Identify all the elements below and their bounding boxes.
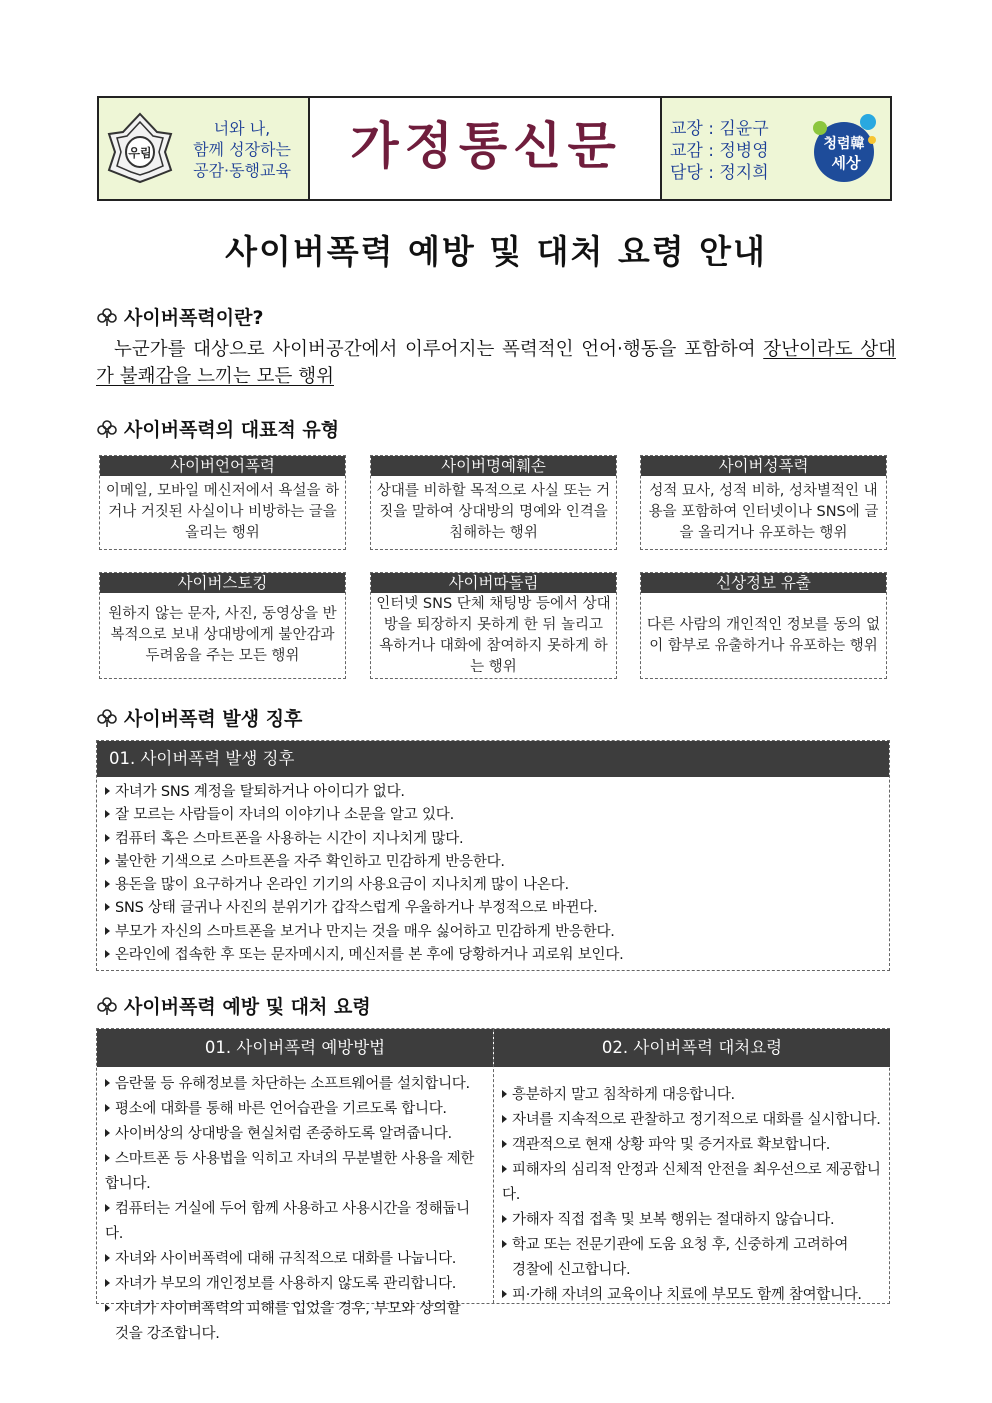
list-item bbox=[502, 1083, 884, 1108]
school-motto bbox=[175, 118, 309, 181]
bullet-triangle-icon bbox=[105, 1204, 110, 1212]
type-title: 사이버명예훼손 bbox=[371, 456, 616, 476]
type-title: 사이버언어폭력 bbox=[100, 456, 345, 476]
header-right-panel bbox=[662, 98, 890, 199]
integrity-logo-icon bbox=[806, 110, 882, 188]
bullet-triangle-icon bbox=[105, 903, 110, 911]
type-box bbox=[99, 572, 346, 679]
list-item-text: 흥분하지 말고 침착하게 대응합니다. bbox=[512, 1087, 735, 1103]
signs-box-title: 01. 사이버폭력 발생 징후 bbox=[97, 741, 889, 777]
staff-vice-principal: 교감 : 정병영 bbox=[670, 141, 769, 161]
definition-paragraph bbox=[96, 336, 896, 390]
type-box bbox=[370, 455, 617, 550]
list-item-text: 음란물 등 유해정보를 차단하는 소프트웨어를 설치합니다. bbox=[115, 1076, 470, 1092]
type-description: 인터넷 SNS 단체 채팅방 등에서 상대방을 퇴장하지 못하게 한 뒤 놀리고 욕하거나 대화에 참여하지 못하게 하는 행위 bbox=[376, 595, 611, 675]
bullet-triangle-icon bbox=[105, 1129, 110, 1137]
type-description: 원하지 않는 문자, 사진, 동영상을 반복적으로 보내 상대방에게 불안감과 두려움을 주는 모든 행위 bbox=[108, 606, 337, 664]
list-item bbox=[502, 1133, 884, 1158]
response-column bbox=[494, 1029, 890, 1303]
list-item bbox=[105, 828, 889, 851]
bullet-triangle-icon bbox=[502, 1240, 507, 1248]
section-heading-text: 사이버폭력 예방 및 대처 요령 bbox=[124, 996, 371, 1018]
section-heading-prevention bbox=[96, 992, 371, 1019]
list-item bbox=[502, 1108, 884, 1133]
list-item bbox=[105, 897, 889, 920]
prevention-column bbox=[97, 1029, 494, 1342]
list-item bbox=[105, 1272, 487, 1297]
list-item-text: 용돈을 많이 요구하거나 온라인 기기의 사용요금이 지나치게 많이 나온다. bbox=[115, 877, 569, 894]
list-item-continuation: 것을 강조합니다. bbox=[115, 1326, 220, 1342]
section-heading-definition bbox=[96, 303, 264, 330]
list-item bbox=[105, 874, 889, 897]
list-item-text: 잘 모르는 사람들이 자녀의 이야기나 소문을 알고 있다. bbox=[115, 807, 455, 824]
type-box bbox=[640, 572, 887, 679]
staff-list bbox=[670, 118, 769, 184]
list-item bbox=[105, 781, 889, 804]
prevention-column-title: 01. 사이버폭력 예방방법 bbox=[97, 1029, 493, 1067]
list-item-text: 스마트폰 등 사용법을 익히고 자녀의 무분별한 사용을 제한합니다. bbox=[105, 1151, 475, 1192]
newsletter-header bbox=[97, 96, 892, 201]
bullet-triangle-icon bbox=[105, 927, 110, 935]
prevention-table bbox=[96, 1028, 890, 1342]
logo-text-2: 세상 bbox=[831, 154, 861, 172]
list-item-text: 부모가 자신의 스마트폰을 보거나 만지는 것을 매우 싫어하고 민감하게 반응한다. bbox=[115, 923, 615, 940]
bullet-triangle-icon bbox=[502, 1215, 507, 1223]
definition-emphasis: 장난이라도 상대가 불쾌감을 느끼는 모든 행위 bbox=[96, 339, 896, 387]
list-item-text: 자녀를 지속적으로 관찰하고 정기적으로 대화를 실시합니다. bbox=[512, 1112, 881, 1128]
bullet-triangle-icon bbox=[105, 880, 110, 888]
type-description: 상대를 비하할 목적으로 사실 또는 거짓을 말하여 상대방의 명예와 인격을 침해하는 행위 bbox=[376, 483, 611, 541]
header-left-panel bbox=[99, 98, 310, 199]
staff-principal: 교장 : 김윤구 bbox=[670, 119, 769, 139]
clover-bullet-icon bbox=[96, 307, 118, 327]
list-item bbox=[105, 1297, 487, 1347]
list-item-text: 평소에 대화를 통해 바른 언어습관을 기르도록 합니다. bbox=[115, 1101, 447, 1117]
list-item-text: 컴퓨터는 거실에 두어 함께 사용하고 사용시간을 정해둡니다. bbox=[105, 1201, 470, 1242]
bullet-triangle-icon bbox=[105, 787, 110, 795]
staff-contact: 담당 : 정지희 bbox=[670, 163, 769, 183]
list-item-text: 온라인에 접속한 후 또는 문자메시지, 메신저를 본 후에 당황하거나 괴로워 보인다. bbox=[115, 947, 624, 964]
clover-bullet-icon bbox=[96, 419, 118, 439]
list-item bbox=[105, 1072, 487, 1097]
bullet-triangle-icon bbox=[502, 1140, 507, 1148]
motto-line: 함께 성장하는 bbox=[193, 140, 291, 159]
section-heading-text: 사이버폭력의 대표적 유형 bbox=[124, 419, 340, 441]
list-item-text: 자녀가 SNS 계정을 탈퇴하거나 아이디가 없다. bbox=[115, 784, 405, 800]
bullet-triangle-icon bbox=[105, 1254, 110, 1262]
list-item-continuation: 경찰에 신고합니다. bbox=[512, 1262, 631, 1278]
emblem-text: 우림 bbox=[128, 146, 152, 160]
list-item-text: 자녀가 사이버폭력의 피해를 입었을 경우, 부모와 상의할 bbox=[115, 1301, 461, 1317]
list-item bbox=[502, 1158, 884, 1208]
list-item-text: 사이버상의 상대방을 현실처럼 존중하도록 알려줍니다. bbox=[115, 1126, 452, 1142]
section-heading-types bbox=[96, 415, 339, 442]
bullet-triangle-icon bbox=[105, 834, 110, 842]
type-description: 다른 사람의 개인적인 정보를 동의 없이 함부로 유출하거나 유포하는 행위 bbox=[646, 616, 881, 654]
type-box bbox=[640, 455, 887, 550]
list-item-text: 객관적으로 현재 상황 파악 및 증거자료 확보합니다. bbox=[512, 1137, 831, 1153]
type-title: 사이버스토킹 bbox=[100, 573, 345, 593]
list-item-text: 자녀가 부모의 개인정보를 사용하지 않도록 관리합니다. bbox=[115, 1276, 457, 1292]
definition-text: 누군가를 대상으로 사이버공간에서 이루어지는 폭력적인 언어·행동을 포함하여 bbox=[114, 339, 764, 360]
header-title-panel bbox=[310, 98, 662, 199]
list-item-text: 피·가해 자녀의 교육이나 치료에 부모도 함께 참여합니다. bbox=[512, 1287, 862, 1303]
bullet-triangle-icon bbox=[502, 1290, 507, 1298]
section-heading-signs bbox=[96, 704, 302, 731]
list-item bbox=[105, 1197, 487, 1247]
list-item bbox=[105, 1247, 487, 1272]
bullet-triangle-icon bbox=[502, 1115, 507, 1123]
type-description: 성적 묘사, 성적 비하, 성차별적인 내용을 포함하여 인터넷이나 SNS에 글을 올리거나 유포하는 행위 bbox=[648, 483, 879, 541]
newsletter-title: 가정통신문 bbox=[350, 116, 622, 175]
logo-text-1: 청렴韓 bbox=[823, 136, 865, 152]
list-item bbox=[502, 1208, 884, 1233]
bullet-triangle-icon bbox=[105, 950, 110, 958]
list-item bbox=[105, 921, 889, 944]
type-box bbox=[99, 455, 346, 550]
list-item-text: 피해자의 심리적 안정과 신체적 안전을 최우선으로 제공합니다. bbox=[502, 1162, 881, 1203]
bullet-triangle-icon bbox=[502, 1090, 507, 1098]
clover-bullet-icon bbox=[96, 996, 118, 1016]
prevention-list bbox=[97, 1072, 493, 1347]
bullet-triangle-icon bbox=[105, 810, 110, 818]
motto-line: 공감·동행교육 bbox=[193, 161, 291, 180]
bullet-triangle-icon bbox=[105, 1279, 110, 1287]
document-title: 사이버폭력 예방 및 대처 요령 안내 bbox=[225, 232, 767, 271]
list-item bbox=[105, 1097, 487, 1122]
list-item-text: 컴퓨터 혹은 스마트폰을 사용하는 시간이 지나치게 많다. bbox=[115, 830, 464, 847]
section-heading-text: 사이버폭력 발생 징후 bbox=[124, 708, 303, 730]
clover-bullet-icon bbox=[96, 708, 118, 728]
list-item bbox=[105, 851, 889, 874]
section-heading-text: 사이버폭력이란? bbox=[124, 307, 264, 329]
list-item bbox=[105, 804, 889, 827]
list-item-text: SNS 상태 글귀나 사진의 분위기가 갑작스럽게 우울하거나 부정적으로 바뀐다. bbox=[115, 900, 598, 917]
school-emblem-icon bbox=[107, 112, 173, 184]
list-item bbox=[105, 1147, 487, 1197]
response-column-title: 02. 사이버폭력 대처요령 bbox=[494, 1029, 890, 1067]
list-item-text: 학교 또는 전문기관에 도움 요청 후, 신중하게 고려하여 bbox=[512, 1237, 849, 1253]
list-item bbox=[502, 1233, 884, 1283]
type-title: 사이버성폭력 bbox=[641, 456, 886, 476]
bullet-triangle-icon bbox=[105, 1154, 110, 1162]
bullet-triangle-icon bbox=[105, 857, 110, 865]
list-item-text: 가해자 직접 접촉 및 보복 행위는 절대하지 않습니다. bbox=[512, 1212, 835, 1228]
motto-line: 너와 나, bbox=[213, 119, 271, 138]
list-item-text: 자녀와 사이버폭력에 대해 규칙적으로 대화를 나눕니다. bbox=[115, 1251, 457, 1267]
list-item bbox=[502, 1283, 884, 1308]
signs-box bbox=[96, 740, 890, 971]
bullet-triangle-icon bbox=[105, 1304, 110, 1312]
response-list bbox=[494, 1083, 890, 1308]
list-item bbox=[105, 1122, 487, 1147]
bullet-triangle-icon bbox=[105, 1104, 110, 1112]
bullet-triangle-icon bbox=[502, 1165, 507, 1173]
signs-list bbox=[97, 781, 889, 967]
list-item bbox=[105, 944, 889, 967]
type-box bbox=[370, 572, 617, 679]
type-title: 사이버따돌림 bbox=[371, 573, 616, 593]
bullet-triangle-icon bbox=[105, 1079, 110, 1087]
type-title: 신상정보 유출 bbox=[641, 573, 886, 593]
list-item-text: 불안한 기색으로 스마트폰을 자주 확인하고 민감하게 반응한다. bbox=[115, 853, 505, 870]
type-description: 이메일, 모바일 메신저에서 욕설을 하거나 거짓된 사실이나 비방하는 글을 올리는 행위 bbox=[105, 483, 340, 541]
